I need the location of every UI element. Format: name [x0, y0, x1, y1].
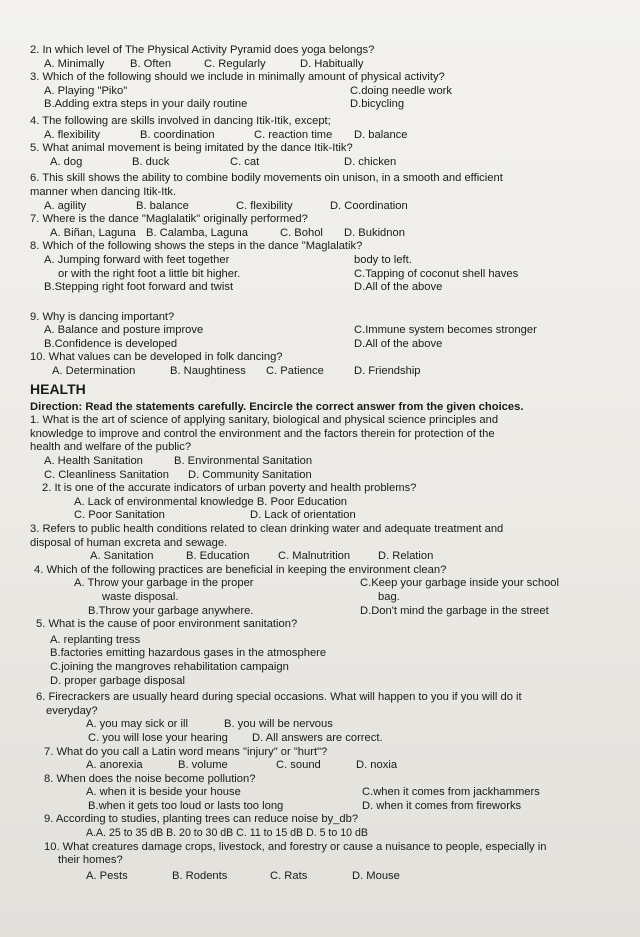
q4-option-b: B. coordination [140, 128, 215, 141]
h3-option-c: C. Malnutrition [278, 550, 351, 563]
h1-row-2 [30, 469, 610, 483]
h10-options [30, 870, 610, 884]
q2-option-a: A. Minimally [44, 57, 105, 70]
q4-option-a: A. flexibility [44, 128, 100, 141]
h8-row-1 [30, 786, 610, 800]
h3-options [30, 550, 610, 564]
h4-option-a-line2: waste disposal. [102, 590, 179, 603]
h3-option-d: D. Relation [378, 550, 434, 563]
q10-text: 10. What values can be developed in folk dancing? [30, 351, 283, 364]
h10-option-c: C. Rats [270, 869, 308, 882]
h8-row-2 [30, 800, 610, 814]
q3-row-1 [30, 85, 610, 99]
q6-option-a: A. agility [44, 199, 87, 212]
h1-text-line2: knowledge to improve and control the environment and the factors therein for protection of the [30, 427, 495, 440]
h6-text-line1: 6. Firecrackers are usually heard during special occasions. What will happen to you if you will do it [36, 691, 522, 704]
h5-option-a: A. replanting tress [50, 633, 141, 646]
h6-row-2 [30, 732, 610, 746]
q8-option-a-line2: or with the right foot a little bit higher. [58, 267, 241, 280]
h5-option-d: D. proper garbage disposal [50, 674, 185, 687]
direction-text: Direction: Read the statements carefully. Encircle the correct answer from the given choices. [30, 400, 524, 413]
q9-option-b: B.Confidence is developed [44, 337, 178, 350]
q5-option-b: B. duck [132, 155, 170, 168]
h1-row-1 [30, 455, 610, 469]
q8-option-c: C.Tapping of coconut shell haves [354, 267, 519, 280]
h10-text-line2: their homes? [58, 854, 123, 867]
q6-text-line1: 6. This skill shows the ability to combine bodily movements oin unison, in a smooth and efficient [30, 172, 503, 185]
q7-text: 7. Where is the dance "Maglalatik" originally performed? [30, 213, 308, 226]
q8-option-a-line1: A. Jumping forward with feet together [44, 253, 230, 266]
q5-option-c: C. cat [230, 155, 260, 168]
h6-option-a: A. you may sick or ill [86, 718, 188, 731]
q5-options [30, 156, 610, 170]
h4-row-1 [30, 577, 610, 591]
h6-text-line2: everyday? [46, 704, 98, 717]
q5-text: 5. What animal movement is being imitated by the dance Itik-Itik? [30, 142, 353, 155]
q9-row-2 [30, 338, 610, 352]
q7-option-a: A. Biñan, Laguna [50, 226, 136, 239]
q7-options [30, 227, 610, 241]
h1-option-d: D. Community Sanitation [188, 468, 312, 481]
h5-options [30, 634, 610, 688]
h4-row-2 [30, 591, 610, 605]
q6-option-c: C. flexibility [236, 199, 293, 212]
h5-option-b: B.factories emitting hazardous gases in the atmosphere [50, 647, 327, 660]
q5-option-a: A. dog [50, 155, 83, 168]
q6-option-d: D. Coordination [330, 199, 408, 212]
h6-option-b: B. you will be nervous [224, 718, 333, 731]
h8-option-b: B.when it gets too loud or lasts too long [88, 799, 284, 812]
h3-option-b: B. Education [186, 550, 250, 563]
q6-option-b: B. balance [136, 199, 189, 212]
q7-option-d: D. Bukidnon [344, 226, 405, 239]
h3-text-line2: disposal of human excreta and sewage. [30, 536, 228, 549]
h6-option-c: C. you will lose your hearing [88, 731, 228, 744]
h10-option-d: D. Mouse [352, 869, 400, 882]
q2-options [30, 58, 610, 72]
h4-option-c-line1: C.Keep your garbage inside your school [360, 577, 560, 590]
q10-option-c: C. Patience [266, 365, 324, 378]
q10-options [30, 365, 610, 379]
q7-option-c: C. Bohol [280, 226, 323, 239]
h10-text-line1: 10. What creatures damage crops, livestock, and forestry or cause a nuisance to people, especially in [44, 840, 547, 853]
q3-option-b: B.Adding extra steps in your daily routine [44, 98, 248, 111]
q4-options [30, 129, 610, 143]
h2-option-a-b: A. Lack of environmental knowledge B. Poor Education [74, 495, 348, 508]
q9-option-d: D.All of the above [354, 337, 443, 350]
q2-option-c: C. Regularly [204, 57, 266, 70]
h4-option-d: D.Don't mind the garbage in the street [360, 604, 549, 617]
h9-options: A.A. 25 to 35 dB B. 20 to 30 dB C. 11 to 15 dB D. 5 to 10 dB [86, 827, 368, 840]
q8-option-a-continued: body to left. [354, 253, 412, 266]
q3-text: 3. Which of the following should we include in minimally amount of physical activity? [30, 71, 445, 84]
h2-text: 2. It is one of the accurate indicators of urban poverty and health problems? [42, 482, 417, 495]
q8-row-3 [30, 281, 610, 295]
h4-option-b: B.Throw your garbage anywhere. [88, 604, 254, 617]
q8-option-d: D.All of the above [354, 281, 443, 294]
q6-options [30, 200, 610, 214]
q10-option-b: B. Naughtiness [170, 365, 246, 378]
q8-row-2 [30, 268, 610, 282]
h7-options [30, 759, 610, 773]
q2-option-b: B. Often [130, 57, 172, 70]
h2-row-2 [30, 509, 610, 523]
q3-row-2 [30, 98, 610, 112]
h7-option-c: C. sound [276, 759, 321, 772]
q2-text: 2. In which level of The Physical Activity Pyramid does yoga belongs? [30, 44, 375, 56]
h1-option-a: A. Health Sanitation [44, 455, 143, 468]
h5-option-c: C.joining the mangroves rehabilitation campaign [50, 660, 289, 673]
h2-option-c: C. Poor Sanitation [74, 509, 165, 522]
h1-text-line3: health and welfare of the public? [30, 441, 192, 454]
q9-option-c: C.Immune system becomes stronger [354, 324, 537, 337]
q9-text: 9. Why is dancing important? [30, 310, 175, 323]
h1-option-c: C. Cleanliness Sanitation [44, 468, 169, 481]
h4-text: 4. Which of the following practices are beneficial in keeping the environment clean? [34, 563, 447, 576]
h2-option-d: D. Lack of orientation [250, 509, 356, 522]
h4-row-3 [30, 605, 610, 619]
h6-option-d: D. All answers are correct. [252, 731, 383, 744]
q9-option-a: A. Balance and posture improve [44, 324, 204, 337]
h4-option-c-line2: bag. [378, 590, 400, 603]
h7-text: 7. What do you call a Latin word means "injury" or "hurt"? [44, 745, 328, 758]
h8-text: 8. When does the noise become pollution? [44, 772, 256, 785]
q3-option-d: D.bicycling [350, 98, 405, 111]
h3-text-line1: 3. Refers to public health conditions related to clean drinking water and adequate treatment and [30, 523, 504, 535]
h7-option-b: B. volume [178, 759, 228, 772]
q2-option-d: D. Habitually [300, 57, 364, 70]
h2-row-1 [30, 496, 610, 510]
h7-option-a: A. anorexia [86, 759, 143, 772]
q10-option-d: D. Friendship [354, 365, 421, 378]
q4-option-d: D. balance [354, 128, 408, 141]
q4-option-c: C. reaction time [254, 128, 333, 141]
h10-option-b: B. Rodents [172, 869, 228, 882]
h6-row-1 [30, 718, 610, 732]
q10-option-a: A. Determination [52, 365, 136, 378]
q4-text: 4. The following are skills involved in dancing Itik-Itik, except; [30, 114, 331, 127]
q3-option-c: C.doing needle work [350, 84, 452, 97]
h10-option-a: A. Pests [86, 869, 128, 882]
h8-option-d: D. when it comes from fireworks [362, 799, 522, 812]
q8-row-1 [30, 254, 610, 268]
q9-row-1 [30, 324, 610, 338]
q7-option-b: B. Calamba, Laguna [146, 226, 248, 239]
h3-option-a: A. Sanitation [90, 550, 154, 563]
q8-option-b: B.Stepping right foot forward and twist [44, 281, 234, 294]
h9-text: 9. According to studies, planting trees can reduce noise by_db? [44, 813, 359, 826]
section-heading-health: HEALTH [30, 380, 86, 397]
h4-option-a-line1: A. Throw your garbage in the proper [74, 577, 254, 590]
q5-option-d: D. chicken [344, 155, 397, 168]
q8-text: 8. Which of the following shows the steps in the dance "Maglalatik? [30, 240, 363, 253]
q6-text-line2: manner when dancing Itik-Itk. [30, 185, 177, 198]
h8-option-c: C.when it comes from jackhammers [362, 786, 540, 799]
h8-option-a: A. when it is beside your house [86, 786, 241, 799]
h1-option-b: B. Environmental Sanitation [174, 455, 313, 468]
h7-option-d: D. noxia [356, 759, 398, 772]
q3-option-a: A. Playing "Piko" [44, 84, 128, 97]
h5-text: 5. What is the cause of poor environment sanitation? [36, 618, 298, 631]
h1-text-line1: 1. What is the art of science of applying sanitary, biological and physical science principles and [30, 414, 499, 427]
